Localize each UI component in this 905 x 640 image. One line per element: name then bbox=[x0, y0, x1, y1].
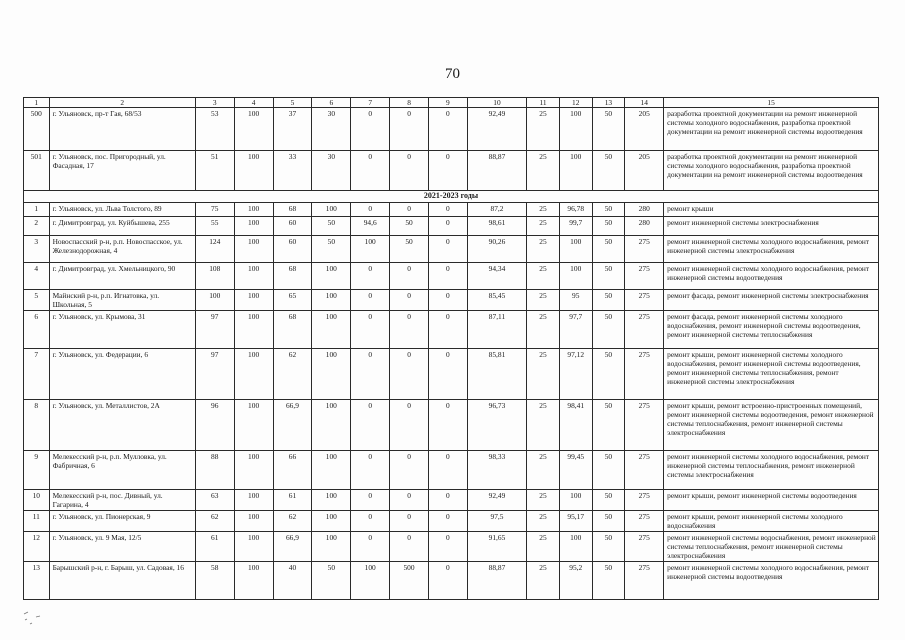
value-cell: 280 bbox=[625, 203, 664, 217]
value-cell: 0 bbox=[351, 151, 390, 191]
value-cell: 0 bbox=[428, 217, 467, 236]
value-cell: 85,45 bbox=[467, 290, 526, 311]
table-row bbox=[24, 532, 879, 562]
value-cell: 99,7 bbox=[559, 217, 592, 236]
value-cell: 97 bbox=[195, 349, 234, 400]
value-cell: 50 bbox=[312, 236, 351, 263]
column-number: 10 bbox=[467, 98, 526, 108]
value-cell: 0 bbox=[428, 532, 467, 562]
work-description: ремонт инженерной системы холодного водоснабжения, ремонт инженерной системы теплоснабжения, ремонт инженерной системы электроснабжения bbox=[664, 451, 879, 490]
value-cell: 95 bbox=[559, 290, 592, 311]
value-cell: 100 bbox=[559, 151, 592, 191]
value-cell: 0 bbox=[428, 263, 467, 290]
work-description: разработка проектной документации на ремонт инженерной системы холодного водоснабжения, разработка проектной документации на ремонт инженерной системы водоотведения bbox=[664, 151, 879, 191]
value-cell: 100 bbox=[234, 217, 273, 236]
column-number: 6 bbox=[312, 98, 351, 108]
value-cell: 25 bbox=[527, 490, 560, 511]
value-cell: 50 bbox=[390, 236, 429, 263]
work-description: ремонт крыши bbox=[664, 203, 879, 217]
value-cell: 25 bbox=[527, 290, 560, 311]
column-number: 8 bbox=[390, 98, 429, 108]
row-number: 1 bbox=[24, 203, 50, 217]
value-cell: 25 bbox=[527, 108, 560, 151]
value-cell: 25 bbox=[527, 217, 560, 236]
column-number: 7 bbox=[351, 98, 390, 108]
section-title: 2021-2023 годы bbox=[24, 191, 879, 203]
object-address: Мелекесский р-н, пос. Дивный, ул. Гагарина, 4 bbox=[49, 490, 195, 511]
work-description: ремонт крыши, ремонт инженерной системы холодного водоснабжения bbox=[664, 511, 879, 532]
row-number: 6 bbox=[24, 311, 50, 349]
object-address: г. Димитровград, ул. Хмельницкого, 90 bbox=[49, 263, 195, 290]
table-row bbox=[24, 290, 879, 311]
work-description: ремонт инженерной системы электроснабжения bbox=[664, 217, 879, 236]
value-cell: 0 bbox=[351, 349, 390, 400]
value-cell: 100 bbox=[234, 203, 273, 217]
row-number: 4 bbox=[24, 263, 50, 290]
value-cell: 94,6 bbox=[351, 217, 390, 236]
row-number: 9 bbox=[24, 451, 50, 490]
value-cell: 50 bbox=[592, 108, 625, 151]
object-address: Майнский р-н, р.п. Игнатовка, ул. Школьная, 5 bbox=[49, 290, 195, 311]
value-cell: 25 bbox=[527, 203, 560, 217]
row-number: 500 bbox=[24, 108, 50, 151]
value-cell: 66,9 bbox=[273, 400, 312, 451]
value-cell: 25 bbox=[527, 263, 560, 290]
row-number: 7 bbox=[24, 349, 50, 400]
value-cell: 96,73 bbox=[467, 400, 526, 451]
value-cell: 0 bbox=[351, 108, 390, 151]
value-cell: 0 bbox=[428, 349, 467, 400]
value-cell: 33 bbox=[273, 151, 312, 191]
value-cell: 66,9 bbox=[273, 532, 312, 562]
value-cell: 50 bbox=[312, 217, 351, 236]
work-description: ремонт крыши, ремонт инженерной системы холодного водоснабжения, ремонт инженерной системы водоотведения, ремонт инженерной системы теплоснабжения, ремонт инженерной системы электроснабжения bbox=[664, 349, 879, 400]
value-cell: 50 bbox=[592, 562, 625, 600]
value-cell: 60 bbox=[273, 236, 312, 263]
row-number: 3 bbox=[24, 236, 50, 263]
table-row bbox=[24, 311, 879, 349]
value-cell: 100 bbox=[312, 349, 351, 400]
value-cell: 98,61 bbox=[467, 217, 526, 236]
object-address: Барышский р-н, г. Барыш, ул. Садовая, 16 bbox=[49, 562, 195, 600]
row-number: 8 bbox=[24, 400, 50, 451]
object-address: Мелекесский р-н, р.п. Мулловка, ул. Фабричная, 6 bbox=[49, 451, 195, 490]
value-cell: 50 bbox=[592, 236, 625, 263]
value-cell: 30 bbox=[312, 108, 351, 151]
column-number: 2 bbox=[49, 98, 195, 108]
value-cell: 55 bbox=[195, 217, 234, 236]
value-cell: 92,49 bbox=[467, 490, 526, 511]
value-cell: 100 bbox=[234, 400, 273, 451]
value-cell: 100 bbox=[234, 311, 273, 349]
value-cell: 87,2 bbox=[467, 203, 526, 217]
value-cell: 0 bbox=[390, 263, 429, 290]
value-cell: 25 bbox=[527, 349, 560, 400]
value-cell: 25 bbox=[527, 562, 560, 600]
work-description: ремонт крыши, ремонт инженерной системы водоотведения bbox=[664, 490, 879, 511]
value-cell: 61 bbox=[273, 490, 312, 511]
value-cell: 205 bbox=[625, 108, 664, 151]
column-number: 5 bbox=[273, 98, 312, 108]
value-cell: 50 bbox=[592, 263, 625, 290]
value-cell: 0 bbox=[390, 151, 429, 191]
value-cell: 0 bbox=[390, 290, 429, 311]
value-cell: 100 bbox=[234, 451, 273, 490]
value-cell: 50 bbox=[592, 490, 625, 511]
value-cell: 124 bbox=[195, 236, 234, 263]
value-cell: 50 bbox=[312, 562, 351, 600]
value-cell: 100 bbox=[351, 562, 390, 600]
value-cell: 63 bbox=[195, 490, 234, 511]
table-row bbox=[24, 490, 879, 511]
table-row bbox=[24, 451, 879, 490]
object-address: г. Ульяновск, ул. Крымова, 31 bbox=[49, 311, 195, 349]
object-address: г. Димитровград, ул. Куйбышева, 255 bbox=[49, 217, 195, 236]
value-cell: 68 bbox=[273, 203, 312, 217]
value-cell: 275 bbox=[625, 311, 664, 349]
value-cell: 275 bbox=[625, 451, 664, 490]
value-cell: 0 bbox=[351, 203, 390, 217]
value-cell: 25 bbox=[527, 236, 560, 263]
value-cell: 50 bbox=[592, 311, 625, 349]
table-row bbox=[24, 236, 879, 263]
value-cell: 0 bbox=[390, 349, 429, 400]
value-cell: 100 bbox=[234, 511, 273, 532]
value-cell: 50 bbox=[592, 203, 625, 217]
value-cell: 275 bbox=[625, 400, 664, 451]
column-number: 12 bbox=[559, 98, 592, 108]
value-cell: 108 bbox=[195, 263, 234, 290]
value-cell: 0 bbox=[351, 532, 390, 562]
value-cell: 100 bbox=[312, 490, 351, 511]
object-address: г. Ульяновск, пр-т Гая, 68/53 bbox=[49, 108, 195, 151]
value-cell: 50 bbox=[592, 511, 625, 532]
value-cell: 0 bbox=[351, 263, 390, 290]
value-cell: 0 bbox=[390, 108, 429, 151]
value-cell: 100 bbox=[234, 263, 273, 290]
value-cell: 90,26 bbox=[467, 236, 526, 263]
value-cell: 0 bbox=[428, 203, 467, 217]
value-cell: 275 bbox=[625, 532, 664, 562]
value-cell: 0 bbox=[390, 511, 429, 532]
value-cell: 85,81 bbox=[467, 349, 526, 400]
object-address: г. Ульяновск, ул. Федерации, 6 bbox=[49, 349, 195, 400]
value-cell: 100 bbox=[312, 532, 351, 562]
value-cell: 50 bbox=[592, 451, 625, 490]
value-cell: 0 bbox=[390, 451, 429, 490]
value-cell: 97,5 bbox=[467, 511, 526, 532]
value-cell: 25 bbox=[527, 151, 560, 191]
row-number: 13 bbox=[24, 562, 50, 600]
row-number: 10 bbox=[24, 490, 50, 511]
work-description: ремонт инженерной системы холодного водоснабжения, ремонт инженерной системы водоотведения bbox=[664, 562, 879, 600]
value-cell: 0 bbox=[351, 451, 390, 490]
value-cell: 275 bbox=[625, 562, 664, 600]
row-number: 11 bbox=[24, 511, 50, 532]
program-table bbox=[23, 97, 879, 600]
row-number: 12 bbox=[24, 532, 50, 562]
value-cell: 0 bbox=[428, 311, 467, 349]
value-cell: 50 bbox=[592, 349, 625, 400]
value-cell: 92,49 bbox=[467, 108, 526, 151]
value-cell: 0 bbox=[428, 290, 467, 311]
value-cell: 0 bbox=[351, 400, 390, 451]
value-cell: 0 bbox=[390, 532, 429, 562]
value-cell: 0 bbox=[428, 400, 467, 451]
value-cell: 50 bbox=[390, 217, 429, 236]
value-cell: 25 bbox=[527, 451, 560, 490]
row-number: 501 bbox=[24, 151, 50, 191]
value-cell: 95,17 bbox=[559, 511, 592, 532]
value-cell: 88,87 bbox=[467, 151, 526, 191]
value-cell: 100 bbox=[234, 532, 273, 562]
value-cell: 0 bbox=[390, 311, 429, 349]
table-row bbox=[24, 562, 879, 600]
column-number: 15 bbox=[664, 98, 879, 108]
value-cell: 58 bbox=[195, 562, 234, 600]
value-cell: 97 bbox=[195, 311, 234, 349]
value-cell: 88,87 bbox=[467, 562, 526, 600]
value-cell: 0 bbox=[428, 151, 467, 191]
value-cell: 53 bbox=[195, 108, 234, 151]
table-row bbox=[24, 511, 879, 532]
value-cell: 275 bbox=[625, 263, 664, 290]
value-cell: 100 bbox=[234, 108, 273, 151]
work-description: ремонт фасада, ремонт инженерной системы холодного водоснабжения, ремонт инженерной системы водоотведения, ремонт инженерной системы теплоснабжения bbox=[664, 311, 879, 349]
value-cell: 60 bbox=[273, 217, 312, 236]
object-address: г. Ульяновск, ул. 9 Мая, 12/5 bbox=[49, 532, 195, 562]
value-cell: 98,41 bbox=[559, 400, 592, 451]
value-cell: 100 bbox=[312, 400, 351, 451]
value-cell: 75 bbox=[195, 203, 234, 217]
row-number: 5 bbox=[24, 290, 50, 311]
value-cell: 275 bbox=[625, 290, 664, 311]
value-cell: 100 bbox=[559, 532, 592, 562]
column-number: 4 bbox=[234, 98, 273, 108]
value-cell: 65 bbox=[273, 290, 312, 311]
value-cell: 100 bbox=[234, 236, 273, 263]
work-description: ремонт крыши, ремонт встроенно-пристроенных помещений, ремонт инженерной системы водоотведения, ремонт инженерной системы теплоснабжения, ремонт инженерной системы электроснабжения bbox=[664, 400, 879, 451]
page-number: 70 bbox=[445, 66, 460, 82]
value-cell: 25 bbox=[527, 400, 560, 451]
value-cell: 88 bbox=[195, 451, 234, 490]
column-number: 14 bbox=[625, 98, 664, 108]
table-row bbox=[24, 217, 879, 236]
value-cell: 100 bbox=[312, 311, 351, 349]
value-cell: 68 bbox=[273, 263, 312, 290]
value-cell: 25 bbox=[527, 511, 560, 532]
value-cell: 98,33 bbox=[467, 451, 526, 490]
work-description: ремонт инженерной системы холодного водоснабжения, ремонт инженерной системы электроснабжения bbox=[664, 236, 879, 263]
value-cell: 50 bbox=[592, 151, 625, 191]
value-cell: 100 bbox=[234, 151, 273, 191]
value-cell: 95,2 bbox=[559, 562, 592, 600]
table-row bbox=[24, 263, 879, 290]
table-row bbox=[24, 203, 879, 217]
value-cell: 0 bbox=[351, 511, 390, 532]
value-cell: 0 bbox=[390, 490, 429, 511]
value-cell: 0 bbox=[390, 400, 429, 451]
value-cell: 66 bbox=[273, 451, 312, 490]
value-cell: 87,11 bbox=[467, 311, 526, 349]
object-address: Новоспасский р-н, р.п. Новоспасское, ул. Железнодорожная, 4 bbox=[49, 236, 195, 263]
value-cell: 275 bbox=[625, 236, 664, 263]
column-number-row bbox=[24, 98, 879, 108]
value-cell: 40 bbox=[273, 562, 312, 600]
table-row bbox=[24, 151, 879, 191]
value-cell: 100 bbox=[559, 490, 592, 511]
value-cell: 100 bbox=[312, 511, 351, 532]
value-cell: 96 bbox=[195, 400, 234, 451]
value-cell: 97,12 bbox=[559, 349, 592, 400]
value-cell: 51 bbox=[195, 151, 234, 191]
value-cell: 100 bbox=[234, 290, 273, 311]
table-row bbox=[24, 400, 879, 451]
value-cell: 0 bbox=[428, 108, 467, 151]
value-cell: 91,65 bbox=[467, 532, 526, 562]
value-cell: 62 bbox=[273, 511, 312, 532]
value-cell: 100 bbox=[234, 490, 273, 511]
value-cell: 100 bbox=[312, 203, 351, 217]
value-cell: 97,7 bbox=[559, 311, 592, 349]
table-row bbox=[24, 108, 879, 151]
value-cell: 100 bbox=[559, 236, 592, 263]
value-cell: 0 bbox=[428, 511, 467, 532]
value-cell: 100 bbox=[559, 263, 592, 290]
value-cell: 25 bbox=[527, 311, 560, 349]
value-cell: 100 bbox=[559, 108, 592, 151]
scan-artifact-mark bbox=[22, 608, 52, 628]
value-cell: 62 bbox=[273, 349, 312, 400]
value-cell: 100 bbox=[234, 349, 273, 400]
value-cell: 0 bbox=[351, 490, 390, 511]
value-cell: 205 bbox=[625, 151, 664, 191]
value-cell: 100 bbox=[351, 236, 390, 263]
value-cell: 99,45 bbox=[559, 451, 592, 490]
value-cell: 50 bbox=[592, 532, 625, 562]
value-cell: 0 bbox=[351, 290, 390, 311]
value-cell: 25 bbox=[527, 532, 560, 562]
object-address: г. Ульяновск, ул. Пионерская, 9 bbox=[49, 511, 195, 532]
column-number: 1 bbox=[24, 98, 50, 108]
object-address: г. Ульяновск, ул. Металлистов, 2А bbox=[49, 400, 195, 451]
value-cell: 100 bbox=[312, 451, 351, 490]
value-cell: 0 bbox=[428, 236, 467, 263]
value-cell: 30 bbox=[312, 151, 351, 191]
work-description: ремонт инженерной системы водоснабжения, ремонт инженерной системы теплоснабжения, ремонт инженерной системы электроснабжения bbox=[664, 532, 879, 562]
column-number: 9 bbox=[428, 98, 467, 108]
work-description: ремонт фасада, ремонт инженерной системы электроснабжения bbox=[664, 290, 879, 311]
value-cell: 50 bbox=[592, 217, 625, 236]
value-cell: 61 bbox=[195, 532, 234, 562]
value-cell: 0 bbox=[351, 311, 390, 349]
column-number: 11 bbox=[527, 98, 560, 108]
column-number: 3 bbox=[195, 98, 234, 108]
value-cell: 50 bbox=[592, 400, 625, 451]
value-cell: 275 bbox=[625, 490, 664, 511]
value-cell: 0 bbox=[428, 490, 467, 511]
value-cell: 275 bbox=[625, 511, 664, 532]
value-cell: 0 bbox=[428, 451, 467, 490]
value-cell: 275 bbox=[625, 349, 664, 400]
value-cell: 100 bbox=[312, 263, 351, 290]
section-row bbox=[24, 191, 879, 203]
object-address: г. Ульяновск, пос. Пригородный, ул. Фасадная, 17 bbox=[49, 151, 195, 191]
value-cell: 68 bbox=[273, 311, 312, 349]
value-cell: 280 bbox=[625, 217, 664, 236]
value-cell: 96,78 bbox=[559, 203, 592, 217]
row-number: 2 bbox=[24, 217, 50, 236]
value-cell: 62 bbox=[195, 511, 234, 532]
table-row bbox=[24, 349, 879, 400]
value-cell: 100 bbox=[234, 562, 273, 600]
work-description: ремонт инженерной системы холодного водоснабжения, ремонт инженерной системы водоотведения bbox=[664, 263, 879, 290]
value-cell: 50 bbox=[592, 290, 625, 311]
value-cell: 94,34 bbox=[467, 263, 526, 290]
value-cell: 37 bbox=[273, 108, 312, 151]
value-cell: 500 bbox=[390, 562, 429, 600]
value-cell: 0 bbox=[390, 203, 429, 217]
object-address: г. Ульяновск, ул. Льва Толстого, 89 bbox=[49, 203, 195, 217]
value-cell: 100 bbox=[312, 290, 351, 311]
value-cell: 100 bbox=[195, 290, 234, 311]
column-number: 13 bbox=[592, 98, 625, 108]
work-description: разработка проектной документации на ремонт инженерной системы холодного водоснабжения, разработка проектной документации на ремонт инженерной системы водоотведения bbox=[664, 108, 879, 151]
value-cell: 0 bbox=[428, 562, 467, 600]
